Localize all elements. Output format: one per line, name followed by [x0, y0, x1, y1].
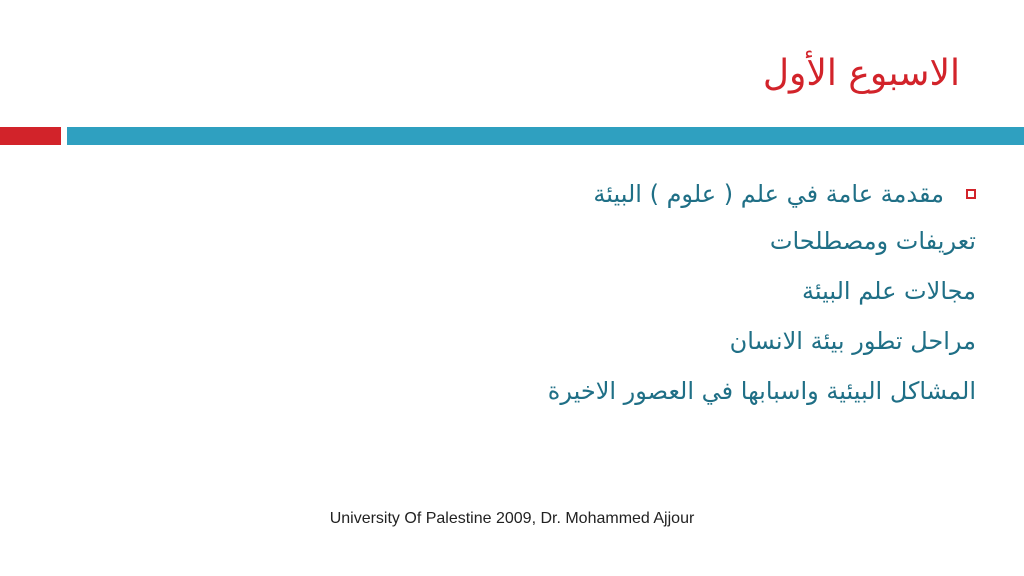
list-item-text: مراحل تطور بيئة الانسان — [729, 327, 976, 355]
list-item — [376, 316, 976, 366]
bullet-list — [376, 166, 976, 416]
list-item-text: المشاكل البيئية واسبابها في العصور الاخيرة — [547, 377, 976, 405]
square-bullet-icon — [966, 189, 976, 199]
slide-title: الاسبوع الأول — [762, 53, 960, 94]
list-item — [376, 266, 976, 316]
list-item-text: تعريفات ومصطلحات — [769, 227, 976, 255]
accent-bar-red — [0, 127, 61, 145]
list-item — [376, 366, 976, 416]
accent-bar-blue — [67, 127, 1024, 145]
list-item-text: مجالات علم البيئة — [801, 277, 976, 305]
list-item — [376, 216, 976, 266]
list-item — [376, 166, 976, 216]
list-item-text: مقدمة عامة في علم ( علوم ) البيئة — [593, 180, 944, 208]
slide-footer: University Of Palestine 2009, Dr. Mohammed Ajjour — [329, 510, 695, 527]
